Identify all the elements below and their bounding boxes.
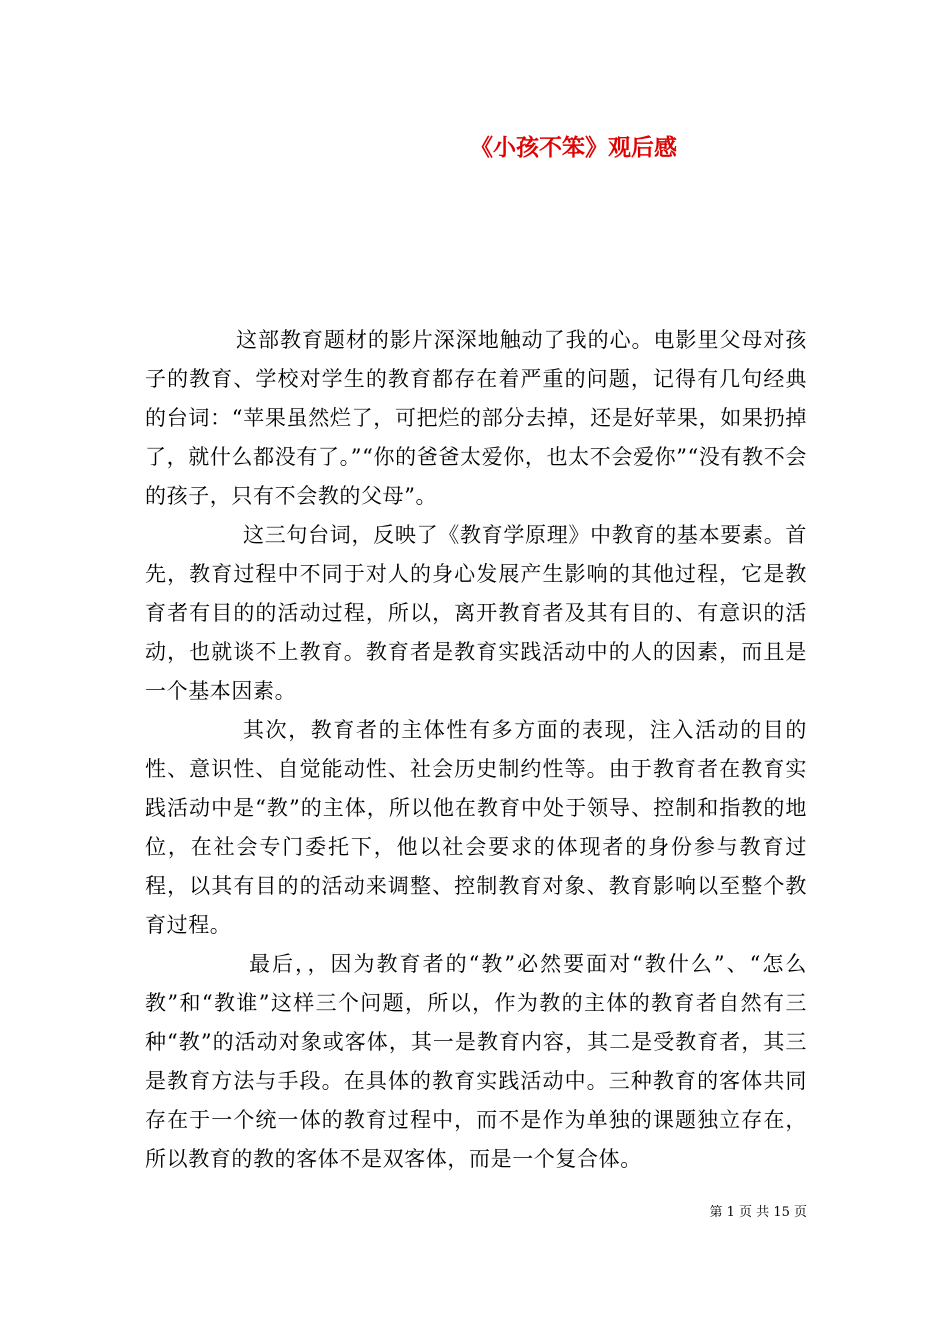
paragraph-4: 最后，，因为教育者的“教”必然要面对“教什么”、“怎么教”和“教谁”这样三个问题，所以，作为教的主体的教育者自然有三种“教”的活动对象或客体，其一是教育内容，其二是受教育者，其三是教育方法与手段。在具体的教育实践活动中。三种教育的客体共同存在于一个统一体的教育过程中，而不是作为单独的课题独立存在，所以教育的教的客体不是双客体，而是一个复合体。 <box>145 952 807 1171</box>
paragraph-1: 这部教育题材的影片深深地触动了我的心。电影里父母对孩子的教育、学校对学生的教育都存在着严重的问题，记得有几句经典的台词：“苹果虽然烂了，可把烂的部分去掉，还是好苹果，如果扔掉了，就什么都没有了。”“你的爸爸太爱你，也太不会爱你”“没有教不会的孩子，只有不会教的父母”。 <box>145 328 807 508</box>
paragraph-3: 其次，教育者的主体性有多方面的表现，注入活动的目的性、意识性、自觉能动性、社会历史制约性等。由于教育者在教育实践活动中是“教”的主体，所以他在教育中处于领导、控制和指教的地位，在社会专门委托下，他以社会要求的体现者的身份参与教育过程，以其有目的的活动来调整、控制教育对象、教育影响以至整个教育过程。 <box>145 718 807 937</box>
document-title: 《小孩不笨》观后感 <box>470 134 677 161</box>
document-body <box>145 321 807 1179</box>
page-number: 第 1 页 共 15 页 <box>709 1205 807 1220</box>
paragraph-2: 这三句台词，反映了《教育学原理》中教育的基本要素。首先，教育过程中不同于对人的身心发展产生影响的其他过程，它是教育者有目的的活动过程，所以，离开教育者及其有目的、有意识的活动，也就谈不上教育。教育者是教育实践活动中的人的因素，而且是一个基本因素。 <box>145 523 807 703</box>
